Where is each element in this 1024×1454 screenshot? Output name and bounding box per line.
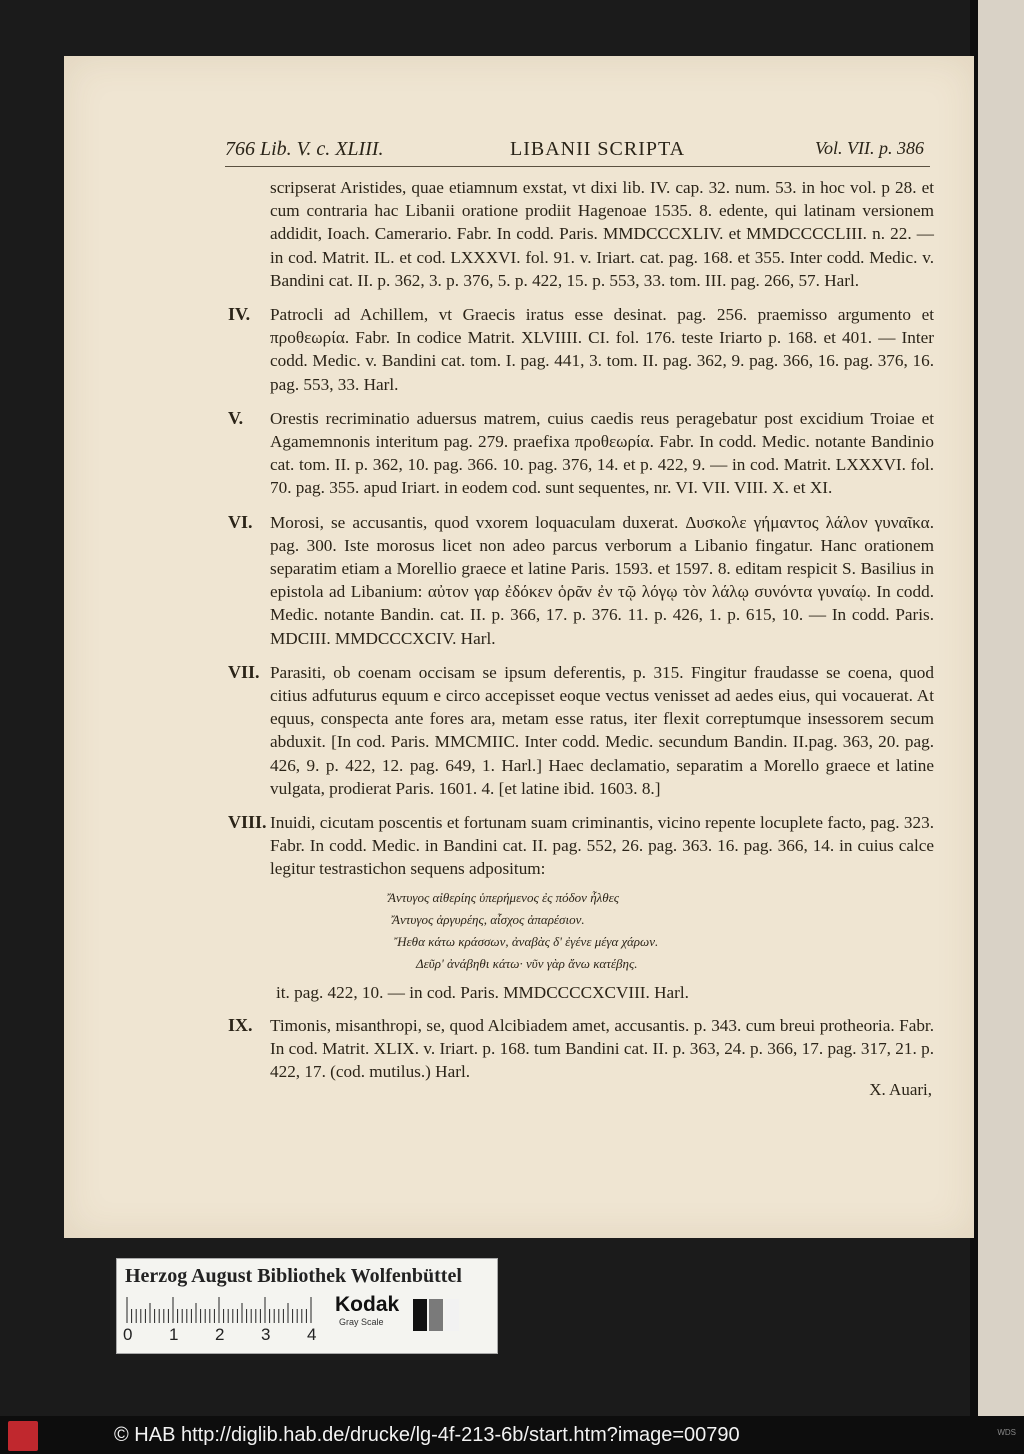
corner-mark: WDS: [997, 1428, 1016, 1437]
after-poem-line: it. pag. 422, 10. — in cod. Paris. MMDCCCCXCVIII. Harl.: [276, 982, 689, 1002]
entry-number: IX.: [228, 1014, 253, 1035]
paragraph-text: Timonis, misanthropi, se, quod Alcibiadem amet, accusantis. p. 343. cum breui protheoria. Fabr. In cod. Matrit. XLIX. v. Iriart. p. 168. tum Bandini cat. II. p. 363, 24. p. 366, 17. pag. 317, 21. p. 422, 17. (cod. mutilus.) Harl.: [270, 1015, 934, 1082]
entry-number: VIII.: [228, 812, 267, 833]
running-head-left: 766 Lib. V. c. XLIII.: [225, 138, 384, 160]
paragraph-text: Morosi, se accusantis, quod vxorem loquaculam duxerat. Δυσκολε γήμαντος λάλον γυναῖκα. pag. 300. Iste morosus licet non adeo parcus verborum a Libanio fingatur. Hanc orationem separatim etiam a Morellio graece et latine Paris. 1593. et 1597. 8. editam respicit S. Basilius in epistola ad Libanium: αὐτον γαρ ἐδόκεν ὁρᾶν ἐν τῷ λόγῳ τὸν λάλῳ συνόντα γυναίῳ. In codd. Medic. notante Bandin. cat. II. p. 366, 17. p. 376. 11. p. 426, 1. p. 615, 10. — In codd. Paris. MDCIII. MMDCCCXCIV. Harl.: [270, 512, 934, 648]
poem-line: Ἤεθα κάτω κράσσων, ἀναβὰς δ' ἐγένε μέγα χάρων.: [394, 933, 659, 949]
ruler-digit: 2: [215, 1325, 225, 1344]
greek-tetrastich: [388, 887, 934, 975]
library-name: Herzog August Bibliothek Wolfenbüttel: [125, 1265, 462, 1287]
poem-line: Ἄντυγος ἀργυρέης, αἶσχος ἀπαρέσιον.: [392, 911, 585, 927]
paragraph-text: Parasiti, ob coenam occisam se ipsum deferentis, p. 315. Fingitur fraudasse se coena, quod citius adfuturus equum e circo accepisset eoque vectus venisset ad aedes eius, qui vocauerat. At equus, conspecta ante fores ara, metam esse ratus, iter flexit correptumque insessorem secum abduxit. [In cod. Paris. MMCMIIC. Inter codd. Medic. secundum Bandin. II.pag. 363, 20. pag. 426, 9. p. 422, 12. pag. 649, 1. Harl.] Haec declamatio, separatim a Morello graece et latine vulgata, prodierat Paris. 1601. 4. [et latine ibid. 1603. 8.]: [270, 662, 934, 798]
entry-number: VII.: [228, 661, 260, 682]
entry-number: VI.: [228, 511, 253, 532]
poem-line: Ἄντυγος αἰθερίης ὑπερήμενος ἐς πόδον ἦλθες: [388, 889, 620, 905]
paragraph-text: Inuidi, cicutam poscentis et fortunam suam criminantis, vicino repente locuplete facto, pag. 323. Fabr. In codd. Medic. in Bandini cat. II. pag. 552, 26. pag. 363. 16. pag. 366, 14. in cuius calce legitur testrastichon sequens adpositum:: [270, 813, 934, 879]
footer-link[interactable]: © HAB http://diglib.hab.de/drucke/lg-4f-213-6b/start.htm?image=00790: [114, 1424, 740, 1446]
hab-logo-icon: [8, 1421, 38, 1451]
entry-viii: [228, 811, 934, 881]
ruler-ticks: [125, 1295, 313, 1323]
running-head: [225, 138, 930, 167]
gray-scale-label: Gray Scale: [339, 1317, 384, 1327]
entry-vii: [228, 661, 934, 800]
swatch-white: [445, 1299, 459, 1331]
swatch-gray: [429, 1299, 443, 1331]
ruler-digit: 1: [169, 1325, 179, 1344]
kodak-brand: Kodak: [335, 1293, 400, 1316]
entry-v: [228, 407, 934, 500]
entry-vi: [228, 511, 934, 650]
swatch-black: [413, 1299, 427, 1331]
adjacent-page-edge: [978, 0, 1024, 1454]
entry-ix: [228, 1014, 934, 1084]
paragraph-text: Orestis recriminatio aduersus matrem, cuius caedis reus peragebatur post excidium Troiae et Agamemnonis interitum pag. 279. praefixa προθεωρία. Fabr. In codd. Medic. notante Bandinio cat. tom. II. p. 362, 10. pag. 366. 10. pag. 376, 14. et p. 422, 9. — in cod. Matrit. LXXXVI. fol. 70. pag. 355. apud Iriart. in eodem cod. sunt sequentes, nr. VI. VII. VIII. X. et XI.: [270, 408, 934, 498]
catchword: X. Auari,: [869, 1080, 932, 1099]
entry-number: IV.: [228, 304, 251, 325]
color-scale-card: [116, 1258, 498, 1354]
paragraph-text: Patrocli ad Achillem, vt Graecis iratus esse desinat. pag. 256. praemisso argumento et προθεωρία. Fabr. In codice Matrit. XLVIIII. CI. fol. 176. teste Iriarto p. 168. et 401. — Inter codd. Medic. v. Bandini cat. tom. I. pag. 441, 3. tom. II. pag. 362, 9. pag. 366, 16. pag. 376, 16. pag. 553, 33. Harl.: [270, 305, 934, 394]
page-body: [228, 176, 934, 1095]
footer-bar: [0, 1416, 1024, 1454]
entry-number: V.: [228, 407, 244, 428]
poem-line: Δεῦρ' ἀνάβηθι κάτω· νῦν γὰρ ἄνω κατέβης.: [416, 955, 638, 971]
ruler-digit: 4: [307, 1325, 317, 1344]
running-head-right: Vol. VII. p. 386: [815, 138, 924, 158]
paragraph-continuation: [228, 176, 934, 292]
ruler-digits: [123, 1325, 323, 1349]
paragraph-text: scripserat Aristides, quae etiamnum exstat, vt dixi lib. IV. cap. 32. num. 53. in hoc vol. p 28. et cum contraria hac Libanii oratione prodiit Hagenoae 1535. 8. edente, qui latinam versionem addidit, Ioach. Camerario. Fabr. In codd. Paris. MMDCCCXLIV. et MMDCCCCLIII. n. 22. — in cod. Matrit. IL. et cod. LXXXVI. fol. 91. v. Iriart. cat. pag. 168. et 355. Inter codd. Medic. v. Bandini cat. II. p. 362, 3. p. 376, 5. p. 422, 15. p. 553, 33. tom. III. pag. 266, 57. Harl.: [270, 178, 934, 290]
running-head-title: LIBANII SCRIPTA: [510, 138, 686, 160]
ruler-digit: 3: [261, 1325, 271, 1344]
ruler-digit: 0: [123, 1325, 133, 1344]
entry-iv: [228, 303, 934, 396]
